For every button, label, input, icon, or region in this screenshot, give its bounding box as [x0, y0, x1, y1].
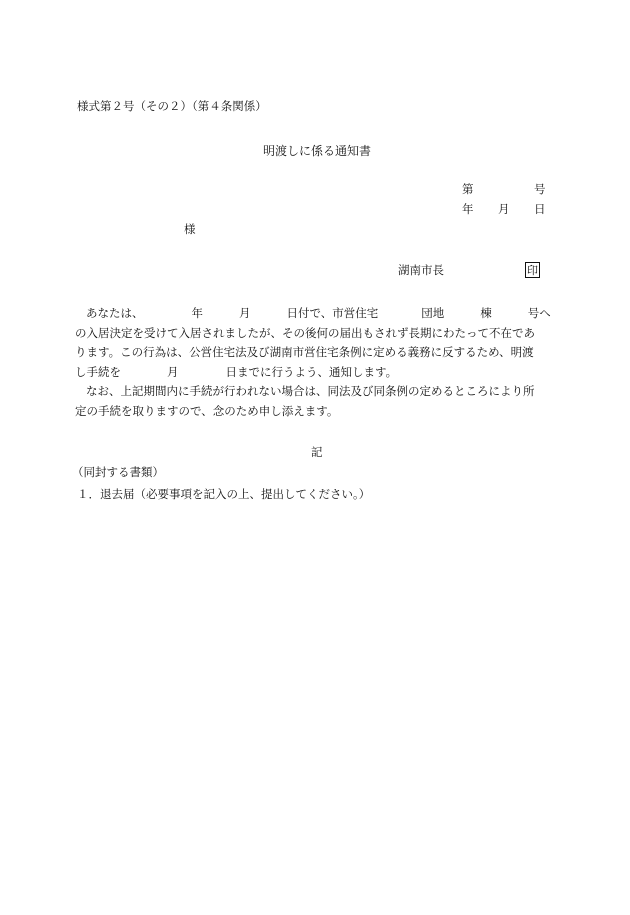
document-title: 明渡しに係る通知書 [263, 144, 372, 158]
body-line: の入居決定を受けて入居されましたが、その後何の届出もされず長期にわたって不在であ [75, 325, 535, 340]
date-month-label: 月 [498, 202, 510, 216]
addressee-honorific: 様 [184, 222, 196, 236]
blank-month-label: 月 [167, 364, 179, 379]
body-line [75, 304, 555, 324]
ki-heading: 記 [311, 445, 323, 459]
body-text-segment: 日付で、市営住宅 [286, 306, 379, 320]
blank-complex-label: 団地 [421, 306, 445, 320]
body-text-segment: し手続を [75, 364, 121, 379]
issuer-name: 湖南市長 [398, 263, 444, 277]
enclosed-documents-label: （同封する書類） [72, 465, 164, 479]
body-line [75, 363, 555, 383]
date-day-label: 日 [534, 202, 546, 216]
enclosed-document-item: １．退去届（必要事項を記入の上、提出してください。） [77, 487, 371, 501]
blank-month-label: 月 [239, 306, 251, 320]
reference-number-suffix: 号 [534, 182, 546, 196]
date-year-label: 年 [462, 202, 474, 216]
notice-body [75, 304, 555, 421]
blank-unit-label: 号へ [527, 306, 551, 320]
body-line: 定の手続を取りますので、念のため申し添えます。 [75, 403, 339, 418]
seal-stamp: 印 [527, 264, 538, 277]
blank-year-label: 年 [191, 306, 203, 320]
form-label: 様式第２号（その２）（第４条関係） [77, 99, 267, 113]
reference-number-prefix: 第 [462, 182, 474, 196]
body-paragraph-1 [75, 304, 555, 382]
body-line [75, 382, 555, 402]
body-text-segment: 日までに行うよう、通知します。 [225, 364, 398, 379]
body-paragraph-2 [75, 382, 555, 421]
body-text-segment: なお、上記期間内に手続が行われない場合は、同法及び同条例の定めるところにより所 [86, 384, 535, 398]
blank-building-label: 棟 [480, 306, 492, 320]
body-text-segment: あなたは、 [86, 306, 144, 320]
body-line: ります。この行為は、公営住宅法及び湖南市営住宅条例に定める義務に反するため、明渡 [75, 345, 534, 359]
